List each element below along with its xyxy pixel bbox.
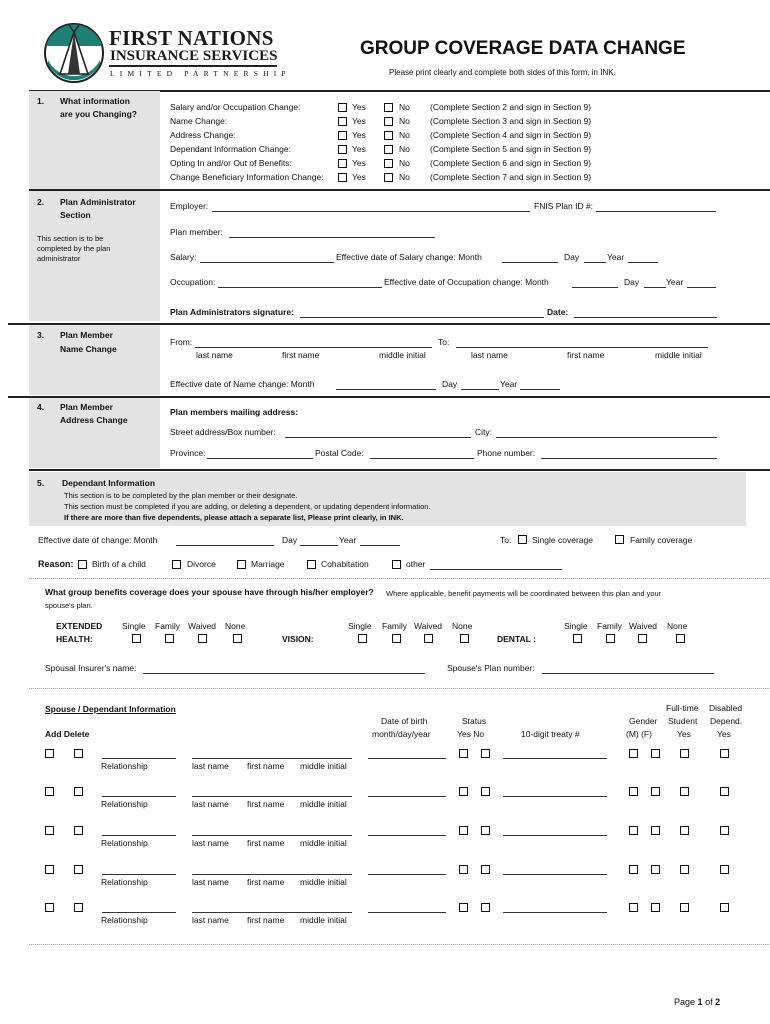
yes-checkbox[interactable] [338,117,347,126]
change-label: Dependant Information Change: [170,144,291,154]
health-none-checkbox[interactable] [233,634,242,643]
change-label: Name Change: [170,116,228,126]
dob-field[interactable] [368,796,446,797]
name-day-field[interactable] [461,389,499,390]
yes-checkbox[interactable] [338,103,347,112]
delete-checkbox[interactable] [74,787,83,796]
yes-label: Yes [352,172,366,182]
occupation-field[interactable] [218,287,382,288]
family-coverage-label: Family coverage [630,535,693,545]
street-field[interactable] [285,437,471,438]
fulltime-checkbox[interactable] [680,787,689,796]
add-delete-header: Add Delete [45,729,90,739]
fulltime-header-b: Student [668,716,698,726]
treaty-field[interactable] [503,912,607,913]
section4-divider [29,469,770,471]
health-family-checkbox[interactable] [165,634,174,643]
delete-checkbox[interactable] [74,826,83,835]
no-label: No [399,116,410,126]
page-number [674,997,720,1007]
dependant-divider [29,688,770,689]
company-partnership: LIMITED PARTNERSHIP [110,69,291,78]
no-checkbox[interactable] [384,131,393,140]
name-year-field[interactable] [520,389,560,390]
single-coverage-label: Single coverage [532,535,593,545]
section3-title-a: Plan Member [60,330,113,340]
salary-eff-label: Effective date of Salary change: Month [336,252,482,262]
status-no-checkbox[interactable] [481,903,490,912]
dependant-name-field[interactable] [192,874,352,875]
no-checkbox[interactable] [384,173,393,182]
fulltime-header-c: Yes [677,729,691,739]
fulltime-checkbox[interactable] [680,903,689,912]
spouse-note-a: Where applicable, benefit payments will be coordinated between this plan and your [386,589,662,598]
vision-col-single: Single [348,621,372,631]
relationship-label: Relationship [101,799,148,809]
dob-field[interactable] [368,874,446,875]
change-note: (Complete Section 2 and sign in Section 9) [430,102,592,112]
no-checkbox[interactable] [384,103,393,112]
reason-birth-label: Birth of a child [92,559,146,569]
no-label: No [399,158,410,168]
dental-col-family: Family [597,621,623,631]
add-checkbox[interactable] [45,787,54,796]
fnis-plan-id-field[interactable] [596,211,716,212]
logo-emblem-icon [42,22,106,84]
to-first-name: first name [567,350,605,360]
section2-title-a: Plan Administrator [60,197,136,207]
plan-member-field[interactable] [229,237,435,238]
disabled-checkbox[interactable] [720,787,729,796]
dep-eff-label: Effective date of change: Month [38,535,158,545]
from-label: From: [170,337,193,347]
fulltime-checkbox[interactable] [680,826,689,835]
plan-member-label: Plan member: [170,227,223,237]
last-name-label: last name [192,799,229,809]
change-label: Address Change: [170,130,236,140]
gender-f-checkbox[interactable] [651,826,660,835]
treaty-field[interactable] [503,758,607,759]
dep-year-field[interactable] [360,545,400,546]
yes-label: Yes [352,102,366,112]
from-last-name: last name [196,350,233,360]
dental-waived-checkbox[interactable] [638,634,647,643]
section5-note-a: This section is to be completed by the plan member or their designate. [64,491,298,500]
dob-header-b: month/day/year [372,729,431,739]
form-instruction: Please print clearly and complete both sides of this form, in INK. [389,68,616,77]
employer-label: Employer: [170,201,209,211]
province-field[interactable] [207,458,313,459]
salary-label: Salary: [170,252,197,262]
fulltime-checkbox[interactable] [680,749,689,758]
last-name-label: last name [192,915,229,925]
dental-family-checkbox[interactable] [606,634,615,643]
to-label: To: [438,337,450,347]
fnis-plan-id-label: FNIS Plan ID #: [534,201,594,211]
health-col-waived: Waived [188,621,217,631]
disabled-header-c: Yes [717,729,731,739]
health-waived-checkbox[interactable] [198,634,207,643]
section5-note-b: This section must be completed if you are adding, or deleting a dependent, or updating dependent information. [64,502,431,511]
dependant-row [0,864,770,894]
section3-title-b: Name Change [60,344,117,354]
gender-m-checkbox[interactable] [629,826,638,835]
health-label: HEALTH: [56,634,93,644]
last-name-label: last name [192,761,229,771]
relationship-label: Relationship [101,877,148,887]
dep-day-field[interactable] [300,545,338,546]
add-checkbox[interactable] [45,903,54,912]
logo [42,22,106,84]
no-checkbox[interactable] [384,145,393,154]
occupation-month-field[interactable] [572,287,618,288]
dob-field[interactable] [368,835,446,836]
name-month-field[interactable] [336,389,436,390]
vision-col-waived: Waived [414,621,443,631]
yes-no-header: Yes No [457,729,485,739]
add-checkbox[interactable] [45,826,54,835]
gender-m-checkbox[interactable] [629,749,638,758]
yes-label: Yes [352,116,366,126]
mailing-address-label: Plan members mailing address: [170,407,299,417]
fulltime-header-a: Full-time [666,703,699,713]
section2-note-c: administrator [37,254,81,263]
no-label: No [399,144,410,154]
change-label: Change Beneficiary Information Change: [170,172,324,182]
reason-divorce-checkbox[interactable] [172,560,181,569]
health-col-family: Family [155,621,181,631]
salary-year-field[interactable] [628,262,658,263]
no-checkbox[interactable] [384,159,393,168]
disabled-checkbox[interactable] [720,826,729,835]
gender-f-checkbox[interactable] [651,903,660,912]
disabled-header-a: Disabled [709,703,743,713]
last-name-label: last name [192,877,229,887]
dental-col-none: None [667,621,688,631]
street-label: Street address/Box number: [170,427,276,437]
delete-checkbox[interactable] [74,865,83,874]
city-label: City: [475,427,492,437]
yes-checkbox[interactable] [338,131,347,140]
dep-day-label: Day [282,535,298,545]
yes-label: Yes [352,144,366,154]
yes-checkbox[interactable] [338,159,347,168]
gender-m-checkbox[interactable] [629,903,638,912]
dep-month-field[interactable] [176,545,274,546]
reason-divorce-label: Divorce [187,559,216,569]
treaty-field[interactable] [503,796,607,797]
treaty-field[interactable] [503,874,607,875]
vision-col-none: None [452,621,473,631]
health-single-checkbox[interactable] [132,634,141,643]
salary-year-label: Year [607,252,625,262]
occupation-year-label: Year [666,277,684,287]
dental-none-checkbox[interactable] [676,634,685,643]
postal-label: Postal Code: [315,448,364,458]
section2-note-a: This section is to be [37,234,104,243]
delete-checkbox[interactable] [74,749,83,758]
company-subname: INSURANCE SERVICES [110,48,278,64]
to-name-field[interactable] [456,347,708,348]
gender-f-checkbox[interactable] [651,865,660,874]
treaty-field[interactable] [503,835,607,836]
status-header: Status [462,716,487,726]
from-name-field[interactable] [195,347,432,348]
fulltime-checkbox[interactable] [680,865,689,874]
occupation-day-label: Day [624,277,640,287]
disabled-checkbox[interactable] [720,903,729,912]
dependant-row [0,902,770,932]
health-col-none: None [225,621,246,631]
relationship-field[interactable] [102,835,176,836]
no-label: No [399,102,410,112]
section1-title-b: are you Changing? [60,109,137,119]
reason-label: Reason: [38,559,74,569]
vision-waived-checkbox[interactable] [424,634,433,643]
gender-f-checkbox[interactable] [651,787,660,796]
spouse-question: What group benefits coverage does your spouse have through his/her employer? [45,587,374,597]
table-bottom-divider [29,944,770,945]
occupation-eff-label: Effective date of Occupation change: Month [384,277,549,287]
reason-marriage-label: Marriage [251,559,285,569]
section2-number: 2. [37,197,45,207]
yes-label: Yes [352,158,366,168]
yes-checkbox[interactable] [338,145,347,154]
status-no-checkbox[interactable] [481,787,490,796]
section4-title-a: Plan Member [60,402,113,412]
add-checkbox[interactable] [45,749,54,758]
dob-header-a: Date of birth [381,716,428,726]
change-label: Opting In and/or Out of Benefits: [170,158,292,168]
vision-family-checkbox[interactable] [392,634,401,643]
admin-date-field[interactable] [574,317,717,318]
middle-initial-label: middle initial [300,877,347,887]
salary-day-label: Day [564,252,580,262]
change-label: Salary and/or Occupation Change: [170,102,301,112]
health-col-single: Single [122,621,146,631]
dob-field[interactable] [368,758,446,759]
status-no-checkbox[interactable] [481,749,490,758]
change-note: (Complete Section 6 and sign in Section 9) [430,158,592,168]
admin-signature-label: Plan Administrators signature: [170,307,294,317]
dependant-name-field[interactable] [192,796,352,797]
first-name-label: first name [247,838,285,848]
logo-rule [109,65,277,67]
disabled-checkbox[interactable] [720,865,729,874]
spousal-insurer-label: Spousal Insurer's name: [45,663,137,673]
dental-col-single: Single [564,621,588,631]
phone-field[interactable] [541,458,717,459]
no-label: No [399,130,410,140]
status-yes-checkbox[interactable] [459,787,468,796]
salary-field[interactable] [200,262,334,263]
status-yes-checkbox[interactable] [459,865,468,874]
no-checkbox[interactable] [384,117,393,126]
form-title: GROUP COVERAGE DATA CHANGE [360,38,686,59]
spousal-insurer-field[interactable] [143,673,425,674]
vision-col-family: Family [382,621,408,631]
change-note: (Complete Section 7 and sign in Section 9) [430,172,592,182]
disabled-checkbox[interactable] [720,749,729,758]
last-name-label: last name [192,838,229,848]
gender-m-checkbox[interactable] [629,787,638,796]
relationship-label: Relationship [101,761,148,771]
name-day-label: Day [442,379,458,389]
first-name-label: first name [247,915,285,925]
gender-m-checkbox[interactable] [629,865,638,874]
middle-initial-label: middle initial [300,761,347,771]
yes-checkbox[interactable] [338,173,347,182]
reason-other-label: other [406,559,426,569]
middle-initial-label: middle initial [300,838,347,848]
dependant-table-title: Spouse / Dependant Information [45,704,176,714]
change-note: (Complete Section 3 and sign in Section 9) [430,116,592,126]
occupation-day-field[interactable] [644,287,666,288]
add-checkbox[interactable] [45,865,54,874]
delete-checkbox[interactable] [74,903,83,912]
section1-title-a: What information [60,96,130,106]
yes-label: Yes [352,130,366,140]
dob-field[interactable] [368,912,446,913]
change-note: (Complete Section 4 and sign in Section 9) [430,130,592,140]
occupation-label: Occupation: [170,277,216,287]
page-of: of [705,997,713,1007]
section1-number: 1. [37,96,45,106]
occupation-year-field[interactable] [687,287,716,288]
phone-label: Phone number: [477,448,536,458]
name-year-label: Year [500,379,518,389]
admin-date-label: Date: [547,307,569,317]
reason-cohabitation-checkbox[interactable] [307,560,316,569]
dependant-name-field[interactable] [192,835,352,836]
single-coverage-checkbox[interactable] [518,535,527,544]
section2-note-b: completed by the plan [37,244,111,253]
section4-title-b: Address Change [60,415,128,425]
spouse-divider [29,578,770,579]
disabled-header-b: Depend. [710,716,743,726]
middle-initial-label: middle initial [300,915,347,925]
company-name: FIRST NATIONS [109,26,274,50]
status-yes-checkbox[interactable] [459,749,468,758]
status-yes-checkbox[interactable] [459,903,468,912]
to-last-name: last name [471,350,508,360]
gender-header: Gender [629,716,658,726]
dental-col-waived: Waived [629,621,658,631]
to-middle-initial: middle initial [655,350,702,360]
coverage-to-label: To: [500,535,512,545]
status-yes-checkbox[interactable] [459,826,468,835]
dependant-name-field[interactable] [192,758,352,759]
dental-label: DENTAL : [497,634,536,644]
city-field[interactable] [496,437,717,438]
relationship-label: Relationship [101,915,148,925]
no-label: No [399,172,410,182]
extended-label: EXTENDED [56,621,103,631]
spouse-plan-number-label: Spouse's Plan number: [447,663,535,673]
reason-cohabitation-label: Cohabitation [321,559,369,569]
dependant-row [0,825,770,855]
section5-title: Dependant Information [62,478,156,488]
status-no-checkbox[interactable] [481,826,490,835]
reason-other-checkbox[interactable] [392,560,401,569]
dependant-name-field[interactable] [192,912,352,913]
dental-single-checkbox[interactable] [573,634,582,643]
first-name-label: first name [247,799,285,809]
vision-label: VISION: [282,634,314,644]
middle-initial-label: middle initial [300,799,347,809]
employer-field[interactable] [212,211,530,212]
first-name-label: first name [247,877,285,887]
from-middle-initial: middle initial [379,350,426,360]
spouse-plan-number-field[interactable] [542,673,714,674]
admin-signature-field[interactable] [300,317,544,318]
vision-none-checkbox[interactable] [460,634,469,643]
from-first-name: first name [282,350,320,360]
status-no-checkbox[interactable] [481,865,490,874]
gender-mf-header: (M) (F) [626,729,652,739]
province-label: Province: [170,448,206,458]
reason-marriage-checkbox[interactable] [237,560,246,569]
relationship-field[interactable] [102,758,176,759]
name-eff-label: Effective date of Name change: Month [170,379,315,389]
reason-other-field[interactable] [430,569,562,570]
postal-field[interactable] [370,458,474,459]
page-total: 2 [715,997,721,1007]
page-current: 1 [697,997,703,1007]
first-name-label: first name [247,761,285,771]
treaty-header: 10-digit treaty # [521,729,580,739]
dep-year-label: Year [339,535,357,545]
gender-f-checkbox[interactable] [651,749,660,758]
relationship-label: Relationship [101,838,148,848]
vision-single-checkbox[interactable] [358,634,367,643]
dependant-row [0,748,770,778]
salary-day-field[interactable] [584,262,606,263]
spouse-note-b: spouse's plan. [45,601,93,610]
section5-note-c: If there are more than five dependents, please attach a separate list, Please print clearly, in INK. [64,513,404,522]
section5-number: 5. [37,478,45,488]
section4-number: 4. [37,402,45,412]
dependant-row [0,786,770,816]
relationship-field[interactable] [102,796,176,797]
family-coverage-checkbox[interactable] [615,535,624,544]
section3-number: 3. [37,330,45,340]
page-label: Page [674,997,696,1007]
relationship-field[interactable] [102,912,176,913]
salary-month-field[interactable] [502,262,558,263]
change-note: (Complete Section 5 and sign in Section 9) [430,144,592,154]
reason-birth-checkbox[interactable] [78,560,87,569]
section2-title-b: Section [60,210,91,220]
relationship-field[interactable] [102,874,176,875]
